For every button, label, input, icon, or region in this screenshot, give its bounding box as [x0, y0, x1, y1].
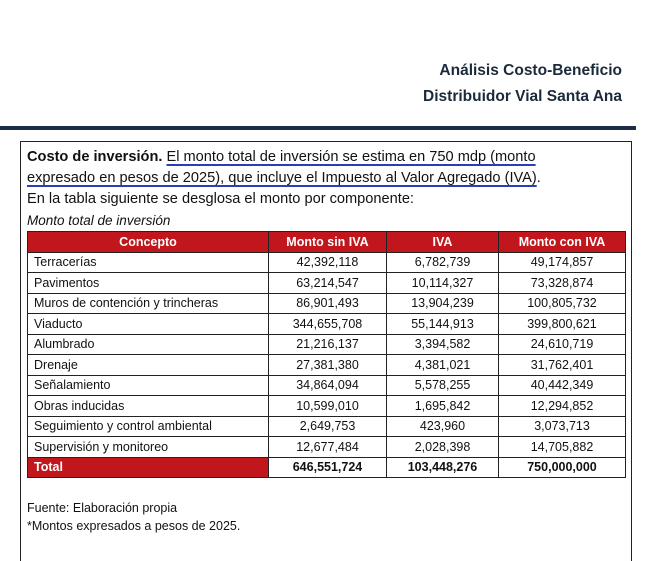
header-monto-sin-iva: Monto sin IVA — [269, 232, 387, 253]
cell-con-iva: 12,294,852 — [499, 396, 626, 417]
cell-sin-iva: 2,649,753 — [269, 416, 387, 437]
table-row — [28, 273, 626, 294]
cell-iva: 423,960 — [387, 416, 499, 437]
investment-cost-section — [20, 141, 632, 561]
cell-iva: 1,695,842 — [387, 396, 499, 417]
intro-paragraph — [27, 147, 627, 210]
intro-highlight-2: expresado en pesos de 2025), que incluye el Impuesto al Valor Agregado (IVA) — [27, 170, 537, 186]
table-row — [28, 334, 626, 355]
header-monto-con-iva: Monto con IVA — [499, 232, 626, 253]
table-header-row — [28, 232, 626, 253]
table-caption: Monto total de inversión — [27, 213, 171, 228]
header-iva: IVA — [387, 232, 499, 253]
cell-sin-iva: 12,677,484 — [269, 437, 387, 458]
cell-sin-iva: 344,655,708 — [269, 314, 387, 335]
cell-iva: 4,381,021 — [387, 355, 499, 376]
intro-lead: Costo de inversión. — [27, 149, 163, 165]
cell-concept: Viaducto — [28, 314, 269, 335]
cell-iva: 5,578,255 — [387, 375, 499, 396]
cell-con-iva: 3,073,713 — [499, 416, 626, 437]
cell-sin-iva: 42,392,118 — [269, 252, 387, 273]
cell-concept: Terracerías — [28, 252, 269, 273]
cell-iva: 13,904,239 — [387, 293, 499, 314]
intro-highlight-1: El monto total de inversión se estima en 750 mdp (monto — [166, 149, 536, 165]
intro-line-2 — [27, 168, 627, 189]
cell-iva: 6,782,739 — [387, 252, 499, 273]
cell-con-iva: 40,442,349 — [499, 375, 626, 396]
cell-iva: 55,144,913 — [387, 314, 499, 335]
footnotes — [27, 499, 240, 535]
cell-sin-iva: 10,599,010 — [269, 396, 387, 417]
cell-con-iva: 24,610,719 — [499, 334, 626, 355]
intro-line-3: En la tabla siguiente se desglosa el monto por componente: — [27, 191, 414, 207]
cell-con-iva: 14,705,882 — [499, 437, 626, 458]
intro-line-1 — [27, 147, 627, 168]
cell-iva: 3,394,582 — [387, 334, 499, 355]
cell-concept: Señalamiento — [28, 375, 269, 396]
cell-con-iva: 49,174,857 — [499, 252, 626, 273]
header-concepto: Concepto — [28, 232, 269, 253]
cell-concept: Alumbrado — [28, 334, 269, 355]
table-row — [28, 293, 626, 314]
footnote-source: Fuente: Elaboración propia — [27, 501, 178, 515]
cell-iva: 2,028,398 — [387, 437, 499, 458]
total-sin-iva: 646,551,724 — [269, 457, 387, 478]
footnote-note: *Montos expresados a pesos de 2025. — [27, 519, 241, 533]
cell-concept: Seguimiento y control ambiental — [28, 416, 269, 437]
document-header — [423, 58, 622, 110]
total-label: Total — [28, 457, 269, 478]
cell-sin-iva: 86,901,493 — [269, 293, 387, 314]
cell-con-iva: 73,328,874 — [499, 273, 626, 294]
cell-concept: Pavimentos — [28, 273, 269, 294]
cell-concept: Muros de contención y trincheras — [28, 293, 269, 314]
header-title-line1: Análisis Costo-Beneficio — [439, 62, 622, 79]
table-total-row — [28, 457, 626, 478]
cell-sin-iva: 27,381,380 — [269, 355, 387, 376]
header-title-line2: Distribuidor Vial Santa Ana — [423, 88, 622, 105]
table-row — [28, 252, 626, 273]
intro-period: . — [536, 170, 541, 186]
cell-iva: 10,114,327 — [387, 273, 499, 294]
cell-con-iva: 100,805,732 — [499, 293, 626, 314]
cell-concept: Drenaje — [28, 355, 269, 376]
cell-sin-iva: 34,864,094 — [269, 375, 387, 396]
table-row — [28, 437, 626, 458]
cell-sin-iva: 21,216,137 — [269, 334, 387, 355]
cell-con-iva: 399,800,621 — [499, 314, 626, 335]
table-row — [28, 314, 626, 335]
table-row — [28, 375, 626, 396]
total-con-iva: 750,000,000 — [499, 457, 626, 478]
cell-concept: Supervisión y monitoreo — [28, 437, 269, 458]
table-row — [28, 416, 626, 437]
cell-con-iva: 31,762,401 — [499, 355, 626, 376]
investment-table — [27, 231, 626, 478]
total-iva: 103,448,276 — [387, 457, 499, 478]
header-divider — [0, 126, 636, 130]
table-row — [28, 355, 626, 376]
cell-sin-iva: 63,214,547 — [269, 273, 387, 294]
table-row — [28, 396, 626, 417]
cell-concept: Obras inducidas — [28, 396, 269, 417]
